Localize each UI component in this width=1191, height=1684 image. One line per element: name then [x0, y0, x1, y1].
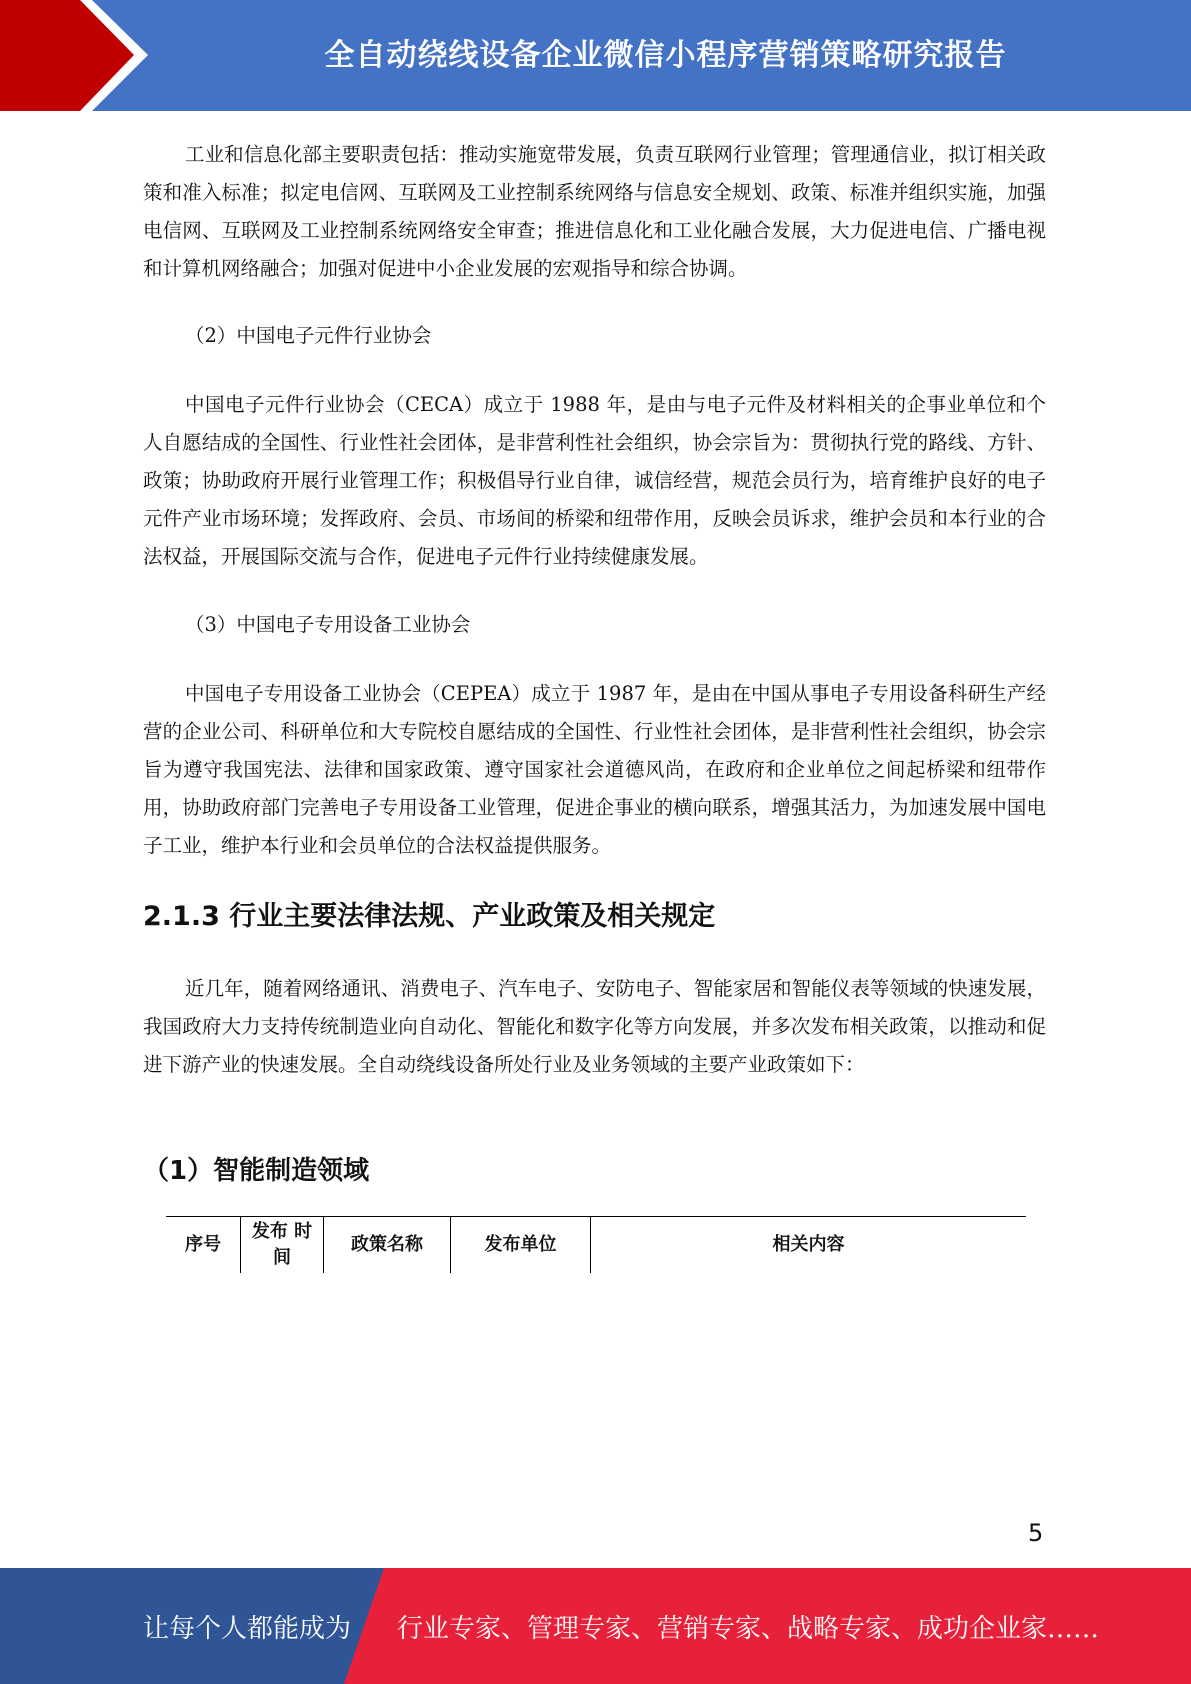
paragraph-cepea: 中国电子专用设备工业协会（CEPEA）成立于 1987 年，是由在中国从事电子专用设备科研生产经营的企业公司、科研单位和大专院校自愿结成的全国性、行业性社会团体，是非营利性社会组织，协会宗旨为遵守我国宪法、法律和国家政策、遵守国家社会道德风尚，在政府和企业单位之间起桥梁和纽带作用，协助政府部门完善电子专用设备工业管理，促进企事业的横向联系，增强其活力，为加速发展中国电子工业，维护本行业和会员单位的合法权益提供服务。 — [143, 682, 1046, 857]
paragraph-miit: 工业和信息化部主要职责包括：推动实施宽带发展，负责互联网行业管理；管理通信业，拟订相关政策和准入标准；拟定电信网、互联网及工业控制系统网络与信息安全规划、政策、标准并组织实施，加强电信网、互联网及工业控制系统网络安全审查；推进信息化和工业化融合发展，大力促进电信、广播电视和计算机网络融合；加强对促进中小企业发展的宏观指导和综合协调。 — [143, 143, 1046, 280]
page-header — [0, 0, 1191, 111]
page-number: 5 — [1028, 1519, 1044, 1547]
header-arrow-decoration — [0, 0, 160, 111]
column-header-index: 序号 — [166, 1217, 241, 1274]
report-title: 全自动绕线设备企业微信小程序营销策略研究报告 — [324, 38, 1007, 73]
column-header-issuer: 发布单位 — [451, 1217, 591, 1274]
paragraph-ceca: 中国电子元件行业协会（CECA）成立于 1988 年，是由与电子元件及材料相关的企事业单位和个人自愿结成的全国性、行业性社会团体，是非营利性社会组织，协会宗旨为：贯彻执行党的路线、方针、政策；协助政府开展行业管理工作；积极倡导行业自律，诚信经营，规范会员行为，培育维护良好的电子元件产业市场环境；发挥政府、会员、市场间的桥梁和纽带作用，反映会员诉求，维护会员和本行业的合法权益，开展国际交流与合作，促进电子元件行业持续健康发展。 — [143, 393, 1046, 568]
section-heading: 2.1.3 行业主要法律法规、产业政策及相关规定 — [143, 901, 716, 932]
footer-slogan-right: 行业专家、管理专家、营销专家、战略专家、成功企业家…… — [397, 1614, 1100, 1644]
paragraph-policy: 近几年，随着网络通讯、消费电子、汽车电子、安防电子、智能家居和智能仪表等领域的快速发展，我国政府大力支持传统制造业向自动化、智能化和数字化等方向发展，并多次发布相关政策，以推动和促进下游产业的快速发展。全自动绕线设备所处行业及业务领域的主要产业政策如下： — [143, 977, 1046, 1076]
subheading-cepea: （3）中国电子专用设备工业协会 — [185, 613, 471, 636]
page-footer — [0, 1568, 1191, 1684]
footer-slogan-left: 让每个人都能成为 — [143, 1614, 352, 1644]
subheading-ceca: （2）中国电子元件行业协会 — [185, 324, 432, 347]
column-header-content: 相关内容 — [591, 1217, 1027, 1274]
column-header-policy-name: 政策名称 — [324, 1217, 451, 1274]
policy-table — [166, 1216, 1026, 1273]
subsection-heading: （1）智能制造领域 — [143, 1156, 370, 1186]
column-header-date: 发布 时间 — [241, 1217, 324, 1274]
table-header-row — [166, 1217, 1026, 1274]
